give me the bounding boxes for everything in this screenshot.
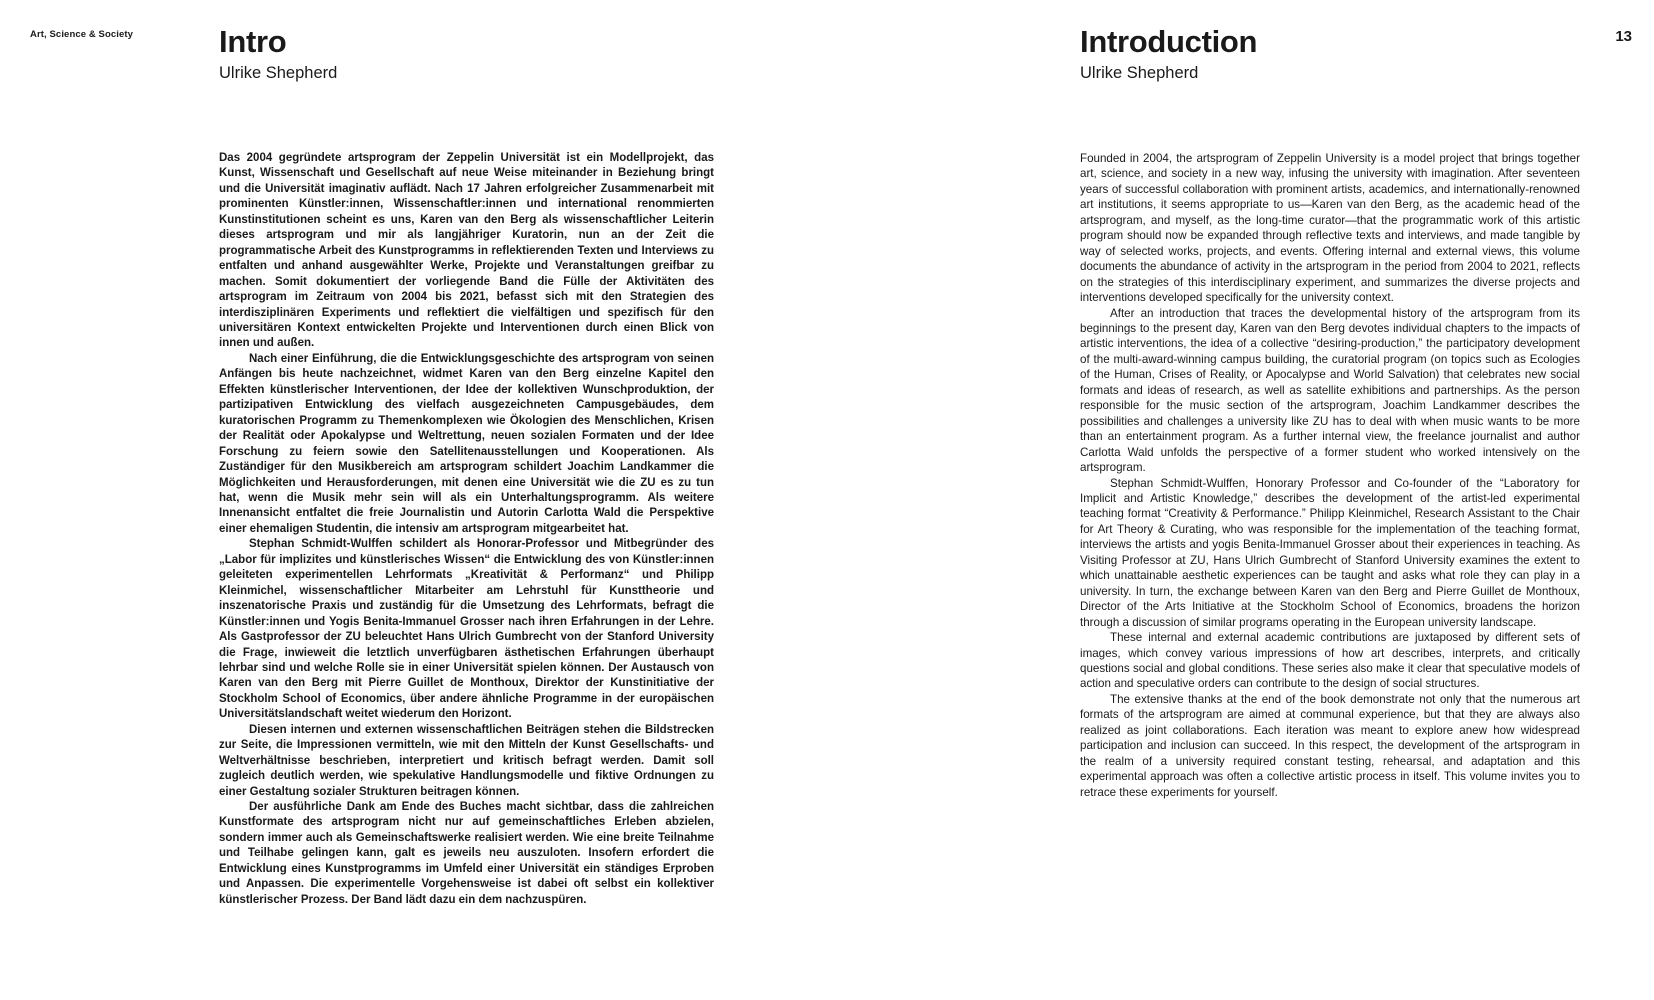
german-title: Intro (219, 24, 287, 59)
english-author: Ulrike Shepherd (1080, 64, 1199, 82)
german-paragraph-1: Das 2004 gegründete artsprogram der Zeppelin Universität ist ein Modellprojekt, das Kunst, Wissenschaft und Gesellschaft auf neue Weise miteinander in Beziehung bringt und die Universität imaginativ auflädt. Nach 17 Jahren erfolgreicher Zusammenarbeit mit prominenten Künstler:innen, Wissenschaftler:innen und international renommierten Kunstinstitutionen scheint es uns, Karen van den Berg als wissenschaftlicher Leiterin dieses artsprogram und mir als langjähriger Kuratorin, nun an der Zeit die programmatische Arbeit des Kunstprogramms in reflektierenden Texten und Interviews zu entfalten und anhand ausgewählter Werke, Projekte und Veranstaltungen greifbar zu machen. Somit dokumentiert der vorliegende Band die Fülle der Aktivitäten des artsprogram im Zeitraum von 2004 bis 2021, befasst sich mit den Strategien des interdisziplinären Experiments und reflektiert die vielfältigen und spezifisch für den universitären Kontext entwickelten Projekte und Interventionen durch einen Blick von innen und außen. (219, 152, 714, 350)
english-paragraph-3: Stephan Schmidt-Wulffen, Honorary Professor and Co-founder of the “Laboratory for Implicit and Artistic Knowledge,” describes the development of the artist-led experimental teaching format “Creativity & Performance.” Philipp Kleinmichel, Research Assistant to the Chair for Art Theory & Curating, who was responsible for the implementation of the teaching format, interviews the artists and yogis Benita-Immanuel Grosser about their experiences in teaching. As Visiting Professor at ZU, Hans Ulrich Gumbrecht of Stanford University examines the extent to which unattainable aesthetic experiences can be taught and asks what role they can play in a university. In turn, the exchange between Karen van den Berg and Pierre Guillet de Monthoux, Director of the Arts Initiative at the Stockholm School of Economics, broadens the horizon through a discussion of similar programs operating in the European university landscape. (1080, 476, 1580, 629)
german-column (219, 22, 714, 908)
page-number: 13 (1615, 28, 1632, 45)
english-paragraph-5: The extensive thanks at the end of the book demonstrate not only that the numerous art formats of the artsprogram are aimed at communal experience, but that they are always also realized as joint collaborations. Each iteration was meant to explore anew how widespread participation and inclusion can succeed. In this respect, the development of the artsprogram in the realm of a university required constant testing, rehearsal, and adaptation and this experimental approach was often a collective artistic process in itself. This volume invites you to retrace these experiments for yourself. (1080, 692, 1580, 799)
english-title: Introduction (1080, 24, 1258, 59)
english-paragraph-4: These internal and external academic contributions are juxtaposed by different sets of images, which convey various impressions of how art describes, interprets, and critically questions social and global conditions. These series also make it clear that speculative models of action and speculative orders can contribute to the design of social structures. (1080, 631, 1580, 691)
english-body (1080, 151, 1580, 800)
english-column (1080, 22, 1580, 800)
running-head: Art, Science & Society (30, 29, 134, 40)
german-paragraph-3: Stephan Schmidt-Wulffen schildert als Honorar-Professor und Mitbegründer des „Labor für implizites und künstlerisches Wissen“ die Entwicklung des von Künstler:innen geleiteten experimentellen Lehrformats „Kreativität & Performanz“ und Philipp Kleinmichel, wissenschaftlicher Mitarbeiter am Lehrstuhl für Kunsttheorie und inszenatorische Praxis und zuständig für die Umsetzung des Lehrformats, befragt die Künstler:innen und Yogis Benita-Immanuel Grosser nach ihren Erfahrungen in der Lehre. Als Gastprofessor der ZU beleuchtet Hans Ulrich Gumbrecht von der Stanford University die Frage, inwieweit die letztlich unverfügbaren ästhetischen Erfahrungen überhaupt lehrbar sind und welche Rolle sie in einer Universität spielen können. Der Austausch von Karen van den Berg mit Pierre Guillet de Monthoux, Direktor der Kunstinitiative der Stockholm School of Economics, über andere ähnliche Programme in der europäischen Universitätslandschaft weitet wiederum den Horizont. (219, 538, 714, 721)
german-paragraph-2: Nach einer Einführung, die die Entwicklungsgeschichte des artsprogram von seinen Anfängen bis heute nachzeichnet, widmet Karen van den Berg einzelne Kapitel den Effekten künstlerischer Interventionen, der Idee der kollektiven Wunschproduktion, der partizipativen Entwicklung des vielfach ausgezeichneten Campusgebäudes, dem kuratorischen Programm zu Themenkomplexen wie Ökologien des Menschlichen, Krisen der Realität oder Apokalypse und Weltrettung, neuen sozialen Formaten und der Idee Forschung zu feiern sowie den Satellitenausstellungen und Kooperationen. Als Zuständiger für den Musikbereich am artsprogram schildert Joachim Landkammer die Möglichkeiten und Herausforderungen, mit denen eine Universität wie die ZU es zu tun hat, wenn die Musik mehr sein will als ein Unterhaltungsprogramm. Als weitere Innenansicht entfaltet die freie Journalistin und Autorin Carlotta Wald die Perspektive einer ehemaligen Studentin, die intensiv am artsprogram mitgearbeitet hat. (219, 352, 714, 535)
english-paragraph-1: Founded in 2004, the artsprogram of Zeppelin University is a model project that brings together art, science, and society in a new way, infusing the university with imagination. After seventeen years of successful collaboration with prominent artists, academics, and internationally-renowned art institutions, it seems appropriate to us—Karen van den Berg, as the academic head of the artsprogram, and myself, as the long-time curator—that the programmatic work of this artistic program should now be expanded through reflective texts and interviews, and made tangible by way of selected works, projects, and events. Offering internal and external views, this volume documents the abundance of activity in the artsprogram in the period from 2004 to 2021, reflects on the strategies of this interdisciplinary experiment, and summarizes the diverse projects and interventions developed specifically for the university context. (1080, 152, 1580, 305)
german-paragraph-5: Der ausführliche Dank am Ende des Buches macht sichtbar, dass die zahlreichen Kunstformate des artsprogram nicht nur auf gemeinschaftliches Erleben abzielen, sondern immer auch als Gemeinschaftswerke realisiert werden. Wie eine breite Teilnahme und Teilhabe gelingen kann, galt es jeweils neu auszuloten. Insofern erfordert die Entwicklung eines Kunstprogramms im Umfeld einer Universität ein ständiges Erproben und Anpassen. Die experimentelle Vorgehensweise ist dabei oft selbst ein kollektiver künstlerischer Prozess. Der Band lädt dazu ein dem nachzuspüren. (219, 801, 714, 906)
english-paragraph-2: After an introduction that traces the developmental history of the artsprogram from its beginnings to the present day, Karen van den Berg devotes individual chapters to the impacts of artistic interventions, the idea of a collective “desiring-production,” the participatory development of the multi-award-winning campus building, the curatorial program (on topics such as Ecologies of the Human, Crises of Reality, or Apocalypse and World Salvation) that celebrates new social formats and ideas of research, as well as satellite exhibitions and partnerships. As the person responsible for the music section of the artsprogram, Joachim Landkammer describes the possibilities and challenges a university like ZU has to deal with when music wants to be more than an entertainment program. As a further internal view, the freelance journalist and author Carlotta Wald unfolds the perspective of a former student who worked intensively on the artsprogram. (1080, 306, 1580, 475)
german-body (219, 151, 714, 908)
german-author: Ulrike Shepherd (219, 64, 338, 82)
german-paragraph-4: Diesen internen und externen wissenschaftlichen Beiträgen stehen die Bildstrecken zur Seite, die Impressionen vermitteln, wie mit den Mitteln der Kunst Gesellschafts- und Weltverhältnisse beschrieben, interpretiert und kritisch befragt werden. Damit soll zugleich deutlich werden, wie spekulative Handlungsmodelle und fiktive Ordnungen zu einer Gestaltung sozialer Strukturen beitragen können. (219, 723, 714, 798)
